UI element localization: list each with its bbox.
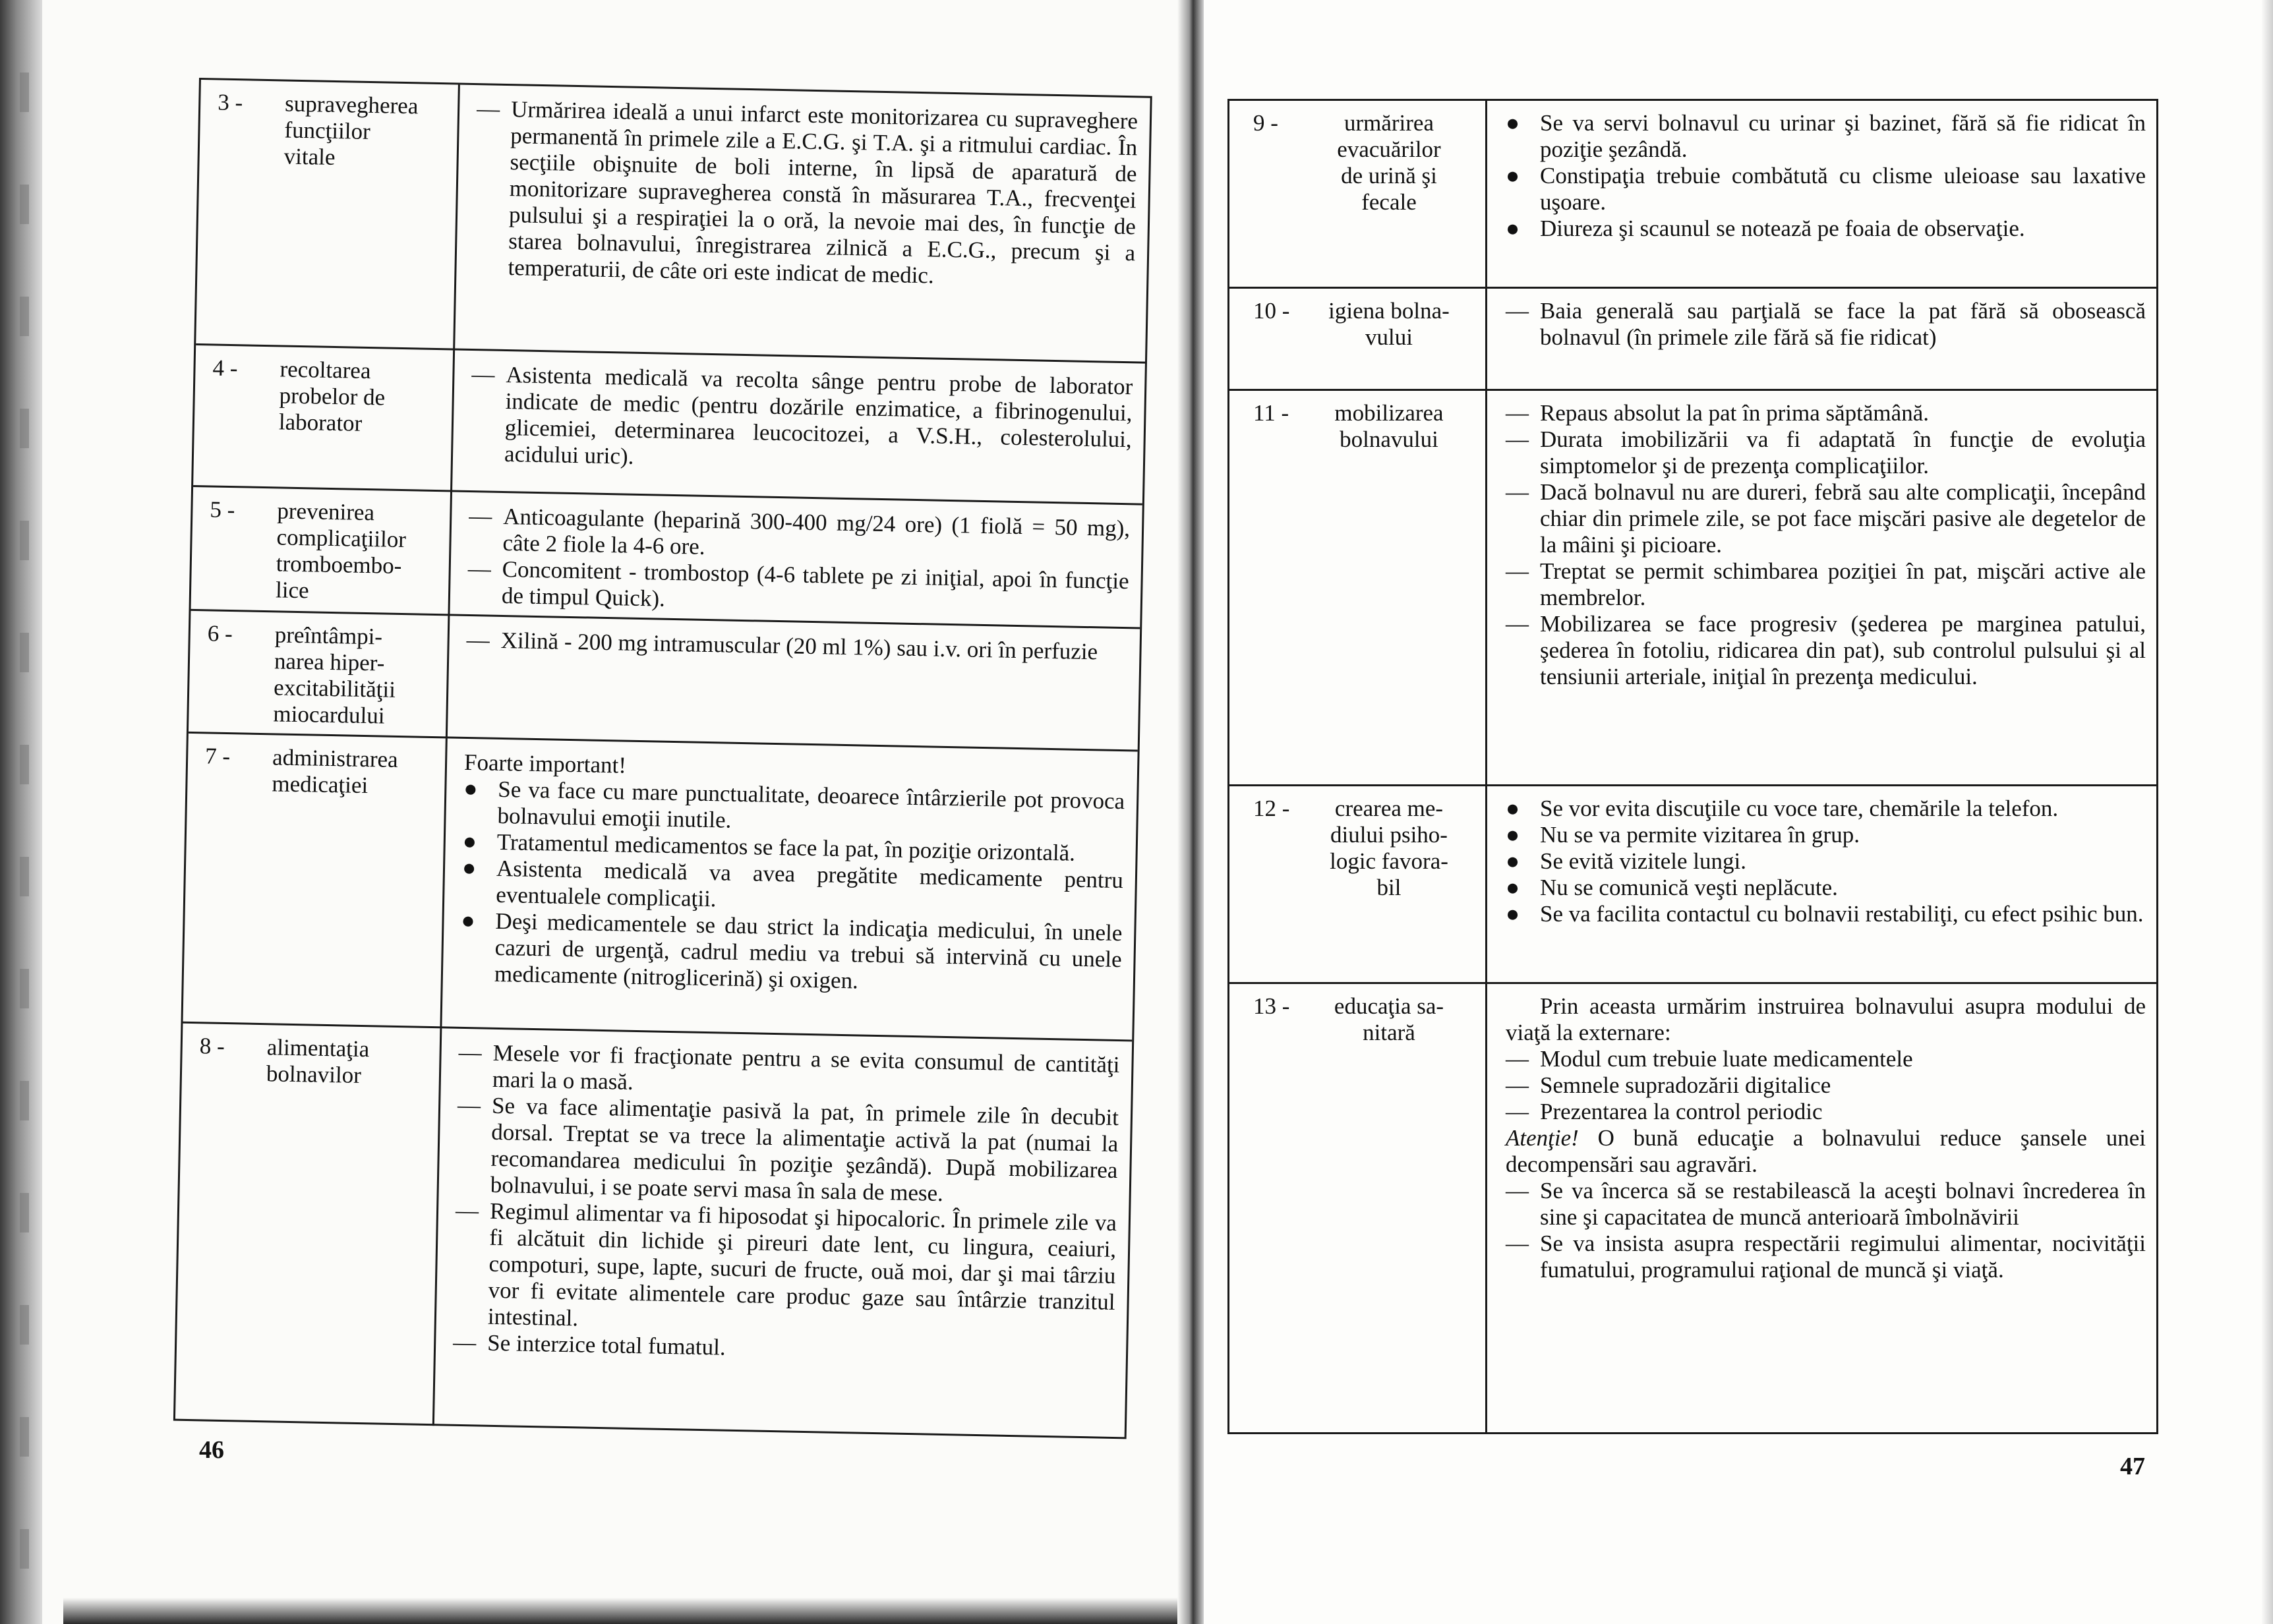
table-row — [1229, 287, 2156, 391]
row-number: 9 - — [1253, 110, 1278, 136]
item-text: Tratamentul medicamentos se face la pat, în poziţie orizontală. — [496, 828, 1076, 866]
intervention-cell — [175, 1024, 440, 1426]
intervention-cell — [183, 734, 445, 1028]
page-right-edge — [2261, 0, 2273, 1624]
dash-marker: — — [457, 1091, 481, 1118]
item-text: Durata imobilizării va fi adaptată în funcţie de evoluţia simptomelor şi de prezenţa complicaţiilor. — [1540, 426, 2146, 478]
row-number: 4 - — [212, 355, 238, 382]
dash-marker: — — [471, 361, 495, 388]
bullet-item — [1506, 822, 2146, 848]
item-text: Se va insista asupra respectării regimului alimentar, nocivităţii fumatului, programului raţional de muncă şi viaţă. — [1540, 1231, 2146, 1283]
intervention-label: mobilizarea bolnavului — [1334, 400, 1444, 452]
dash-marker: — — [452, 1329, 477, 1356]
bullet-item — [460, 908, 1123, 999]
dash-marker: — — [1506, 558, 1529, 584]
dash-marker: — — [476, 96, 500, 122]
row-number: 12 - — [1253, 796, 1290, 821]
page-edge-marks — [20, 0, 29, 1624]
row-number: 10 - — [1253, 298, 1290, 324]
dash-item — [1506, 298, 2146, 351]
bullet-item — [1506, 848, 2146, 875]
row-number: 11 - — [1253, 400, 1289, 426]
intervention-label: urmărirea evacuărilor de urină şi fecale — [1337, 110, 1441, 215]
item-text: Se va servi bolnavul cu urinar şi bazinet, fără să fie ridicat în poziţie şezândă. — [1540, 110, 2146, 162]
dash-item — [454, 1198, 1117, 1342]
bullet-marker: ● — [1506, 901, 1520, 927]
item-text: Diureza şi scaunul se notează pe foaia de observaţie. — [1540, 216, 2025, 241]
dash-marker: — — [1506, 1231, 1529, 1256]
table-row — [1229, 389, 2156, 786]
item-text: Se evită vizitele lungi. — [1540, 848, 1746, 874]
dash-item — [1506, 400, 2146, 426]
item-text: Urmărirea ideală a unui infarct este monitorizarea cu supraveghere permanentă în primele zile a E.C.G. şi T.A. şi a ritmului cardiac. În secţiile obişnuite de boli interne, în lipsă de aparatură de monitorizare supravegherea constă în măsurarea T.A., frecvenţei pulsului şi a respiraţiei la o oră, la nevoie mai des, în funcţie de starea bolnavului, înregistrarea zilnică a E.C.G., precum şi a temperaturii, de câte ori este indicat de medic. — [508, 96, 1138, 289]
item-text: Se interzice total fumatul. — [487, 1329, 726, 1360]
dash-marker: — — [1506, 611, 1529, 637]
item-text: Deşi medicamentele se dau strict la indicaţia medicului, în unele cazuri de urgenţă, cadrul mediu va trebui să intervină cu unele medicamente (nitroglicerină) şi oxigen. — [494, 908, 1123, 994]
intro-paragraph: Prin aceasta urmărim instruirea bolnavului asupra modului de viaţă la externare: — [1506, 993, 2146, 1045]
dash-item — [1506, 611, 2146, 690]
page-number-left: 46 — [199, 1436, 224, 1464]
dash-marker: — — [1506, 1072, 1529, 1098]
dash-item — [473, 96, 1138, 293]
item-text: Semnele supradozării digitalice — [1540, 1072, 1831, 1098]
details-cell — [1487, 984, 2156, 1434]
item-text: Anticoagulante (heparină 300-400 mg/24 ore) (1 fiolă = 50 mg), câte 2 fiole la 4-6 ore. — [502, 503, 1131, 560]
item-text: Se va face alimentaţie pasivă la pat, în primele zile în decubit dorsal. Treptat se va trece la alimentaţie activă la pat (numai la recomandarea medicului în poziţie şezândă). După mobilizarea bolnavului, i se poate servi masa în sala de mese. — [490, 1092, 1119, 1206]
table-row — [175, 1022, 1132, 1439]
dash-item — [1506, 1231, 2146, 1283]
row-number: 6 - — [207, 620, 233, 647]
details-cell — [1487, 289, 2156, 391]
dash-item — [1506, 426, 2146, 479]
dash-item — [456, 1092, 1119, 1210]
item-text: Se vor evita discuţiile cu voce tare, chemările la telefon. — [1540, 796, 2059, 821]
details-cell — [455, 85, 1150, 362]
table-row — [191, 485, 1142, 629]
item-text: Se va facilita contactul cu bolnavii restabiliţi, cu efect psihic bun. — [1540, 901, 2144, 927]
dash-item — [1506, 1178, 2146, 1231]
item-text: Modul cum trebuie luate medicamentele — [1540, 1046, 1913, 1072]
bullet-item — [1506, 110, 2146, 163]
table-row — [1229, 101, 2156, 287]
item-text: Xilină - 200 mg intramuscular (20 ml 1%) sau i.v. ori în perfuzie — [500, 627, 1098, 665]
dash-marker: — — [1506, 1099, 1529, 1124]
intervention-cell — [196, 80, 458, 348]
item-text: Se va face cu mare punctualitate, deoarece întârzierile pot provoca bolnavului emoţii inutile. — [497, 776, 1125, 833]
bullet-item — [1506, 163, 2146, 216]
table-row — [193, 343, 1145, 506]
bullet-marker: ● — [1506, 875, 1520, 900]
bullet-marker: ● — [461, 854, 477, 881]
table-row — [1229, 982, 2156, 1434]
intervention-label: alimentaţia bolnavilor — [266, 1034, 370, 1088]
note-paragraph — [1506, 1125, 2146, 1178]
details-cell — [448, 616, 1140, 751]
dash-marker: — — [1506, 1046, 1529, 1072]
intervention-cell — [1229, 786, 1485, 984]
intervention-cell — [1229, 289, 1485, 391]
bullet-marker: ● — [1506, 796, 1520, 821]
note-text: O bună educaţie a bolnavului reduce şansele unei decompensări sau agravări. — [1506, 1125, 2146, 1177]
intervention-cell — [1229, 101, 1485, 287]
details-cell — [1487, 786, 2156, 984]
bullet-marker: ● — [461, 907, 476, 934]
item-text: Nu se va permite vizitarea în grup. — [1540, 822, 1860, 848]
item-text: Regimul alimentar va fi hiposodat şi hipocaloric. În primele zile va fi alcătuit din lichide şi pireuri date lent, cu lingura, ceaiuri, compoturi, supe, lapte, sucuri de fructe, ouă moi, dar şi mai târziu vor fi evitate alimentele care produc gaze sau întârzie tranzitul intestinal. — [487, 1198, 1117, 1331]
item-text: Mobilizarea se face progresiv (şederea pe marginea patului, şederea în fotoliu, ridicarea din pat), sub controlul pulsului şi al tensiunii arteriale, iniţial în prezenţa medicului. — [1540, 611, 2146, 689]
dash-marker: — — [467, 555, 492, 582]
item-text: Prezentarea la control periodic — [1540, 1099, 1823, 1124]
details-cell — [450, 492, 1142, 629]
intervention-cell — [191, 487, 450, 616]
dash-marker: — — [458, 1039, 483, 1066]
bullet-item — [1506, 216, 2146, 242]
details-cell — [452, 351, 1145, 506]
details-cell — [442, 738, 1137, 1041]
intervention-label: supravegherea funcţiilor vitale — [283, 90, 419, 170]
row-number: 7 - — [204, 743, 231, 770]
dash-marker: — — [1506, 479, 1529, 505]
item-text: Dacă bolnavul nu are dureri, febră sau alte complicaţii, începând chiar din primele zile, se pot face mişcări pasive ale degetelor de la mâini şi picioare. — [1540, 479, 2146, 558]
bullet-marker: ● — [462, 828, 477, 855]
left-care-table — [173, 78, 1152, 1439]
item-text: Treptat se permit schimbarea poziţiei în pat, mişcări active ale membrelor. — [1540, 558, 2146, 610]
table-row — [1229, 784, 2156, 984]
page-bottom-shadow — [63, 1598, 1195, 1624]
dash-marker: — — [455, 1197, 479, 1224]
dash-item — [1506, 1072, 2146, 1099]
bullet-marker: ● — [463, 775, 478, 802]
dash-item — [1506, 1099, 2146, 1125]
bullet-marker: ● — [1506, 822, 1520, 848]
bullet-marker: ● — [1506, 110, 1520, 136]
page-number-right: 47 — [2120, 1453, 2145, 1480]
note-lead: Atenţie! — [1506, 1125, 1579, 1151]
details-cell — [1487, 101, 2156, 287]
item-text: Concomitent - trombostop (4-6 tablete pe zi iniţial, apoi în funcţie de timpul Quick). — [501, 556, 1129, 612]
dash-marker: — — [1506, 1178, 1529, 1204]
intervention-cell — [189, 611, 448, 738]
item-text: Repaus absolut la pat în prima săptămână. — [1540, 400, 1929, 426]
dash-marker: — — [1506, 400, 1529, 426]
intervention-label: crearea me- diului psiho- logic favora- bil — [1330, 796, 1448, 900]
table-row — [183, 732, 1137, 1042]
intervention-label: igiena bolna- vului — [1328, 298, 1450, 350]
row-number: 3 - — [217, 89, 243, 116]
item-text: Asistenta medicală va avea pregătite medicamente pentru eventualele complicaţii. — [495, 855, 1124, 912]
table-row — [189, 609, 1140, 752]
dash-marker: — — [468, 502, 492, 529]
dash-item — [1506, 479, 2146, 558]
item-text: Se va încerca să se restabilească la aceşti bolnavi încrederea în sine şi capacitatea de muncă anterioară îmbolnăvirii — [1540, 1178, 2146, 1230]
intervention-cell — [193, 345, 453, 492]
details-cell — [1487, 391, 2156, 786]
dash-item — [1506, 558, 2146, 611]
dash-marker: — — [1506, 298, 1529, 324]
table-row — [196, 80, 1150, 362]
item-text: Mesele vor fi fracţionate pentru a se evita consumul de cantităţi mari la o masă. — [492, 1039, 1120, 1095]
intervention-cell — [1229, 984, 1485, 1434]
intervention-label: educaţia sa- nitară — [1334, 993, 1444, 1045]
heading-line: Foarte important! — [463, 749, 627, 778]
dash-marker: — — [466, 626, 490, 653]
item-text: Nu se comunică veşti neplăcute. — [1540, 875, 1838, 900]
bullet-marker: ● — [1506, 216, 1520, 241]
intervention-cell — [1229, 391, 1485, 786]
bullet-marker: ● — [1506, 848, 1520, 874]
bullet-marker: ● — [1506, 163, 1520, 188]
book-gutter — [1177, 0, 1204, 1624]
dash-item — [466, 627, 1128, 666]
bullet-item — [1506, 875, 2146, 901]
dash-item — [1506, 1046, 2146, 1072]
row-number: 5 - — [210, 496, 235, 523]
details-cell — [434, 1028, 1132, 1439]
row-number: 8 - — [199, 1033, 225, 1060]
dash-item — [470, 361, 1133, 479]
bullet-item — [1506, 901, 2146, 927]
right-care-table — [1227, 99, 2158, 1434]
intervention-label: recoltarea probelor de laborator — [278, 356, 386, 436]
intervention-label: prevenirea complicaţiilor tromboembo- lice — [275, 498, 407, 604]
item-text: Asistenta medicală va recolta sânge pentru probe de laborator indicate de medic (pentru dozările enzimatice, a fibrinogenului, glicemiei, determinarea leucocitozei, a V.S.H., colesterolului, acidului uric). — [504, 362, 1133, 469]
item-text: Baia generală sau parţială se face la pat fără să obosească bolnavul (în primele zile fără să fie ridicat) — [1540, 298, 2146, 350]
row-number: 13 - — [1253, 993, 1290, 1019]
dash-marker: — — [1506, 426, 1529, 452]
intervention-label: preîntâmpi- narea hiper- excitabilităţii miocardului — [273, 622, 396, 729]
bullet-item — [1506, 796, 2146, 822]
item-text: Constipaţia trebuie combătută cu clisme uleioase sau laxative uşoare. — [1540, 163, 2146, 215]
intervention-label: administrarea medicaţiei — [272, 744, 399, 799]
